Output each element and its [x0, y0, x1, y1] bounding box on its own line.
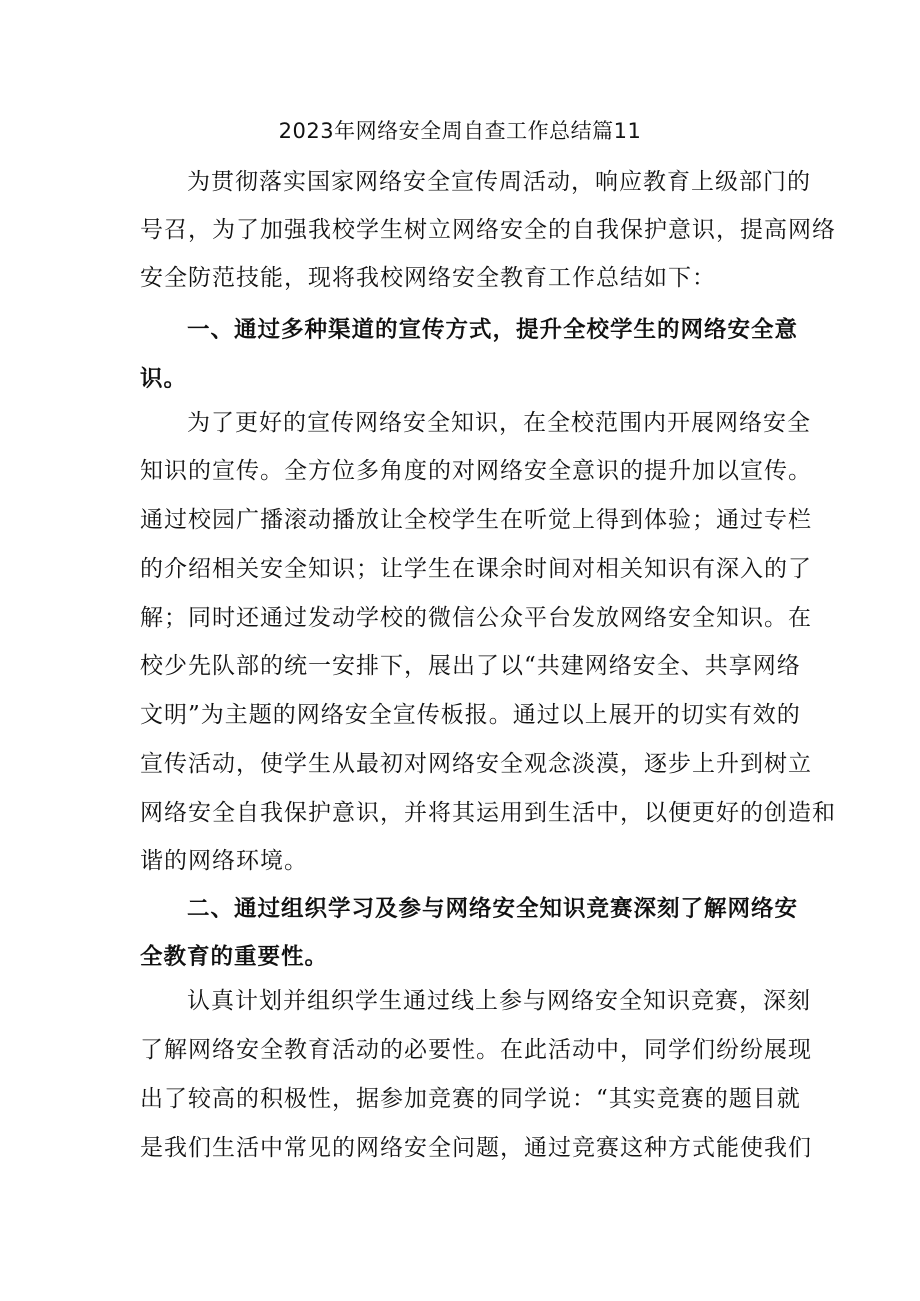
- paragraph-line: 网络安全自我保护意识，并将其运用到生活中，以便更好的创造和: [140, 800, 836, 826]
- paragraph-line: 为了更好的宣传网络安全知识，在全校范围内开展网络安全: [187, 410, 811, 436]
- paragraph-line: 认真计划并组织学生通过线上参与网络安全知识竞赛，深刻: [187, 988, 811, 1014]
- paragraph-line: 知识的宣传。全方位多角度的对网络安全意识的提升加以宣传。: [140, 458, 812, 484]
- paragraph-line: 校少先队部的统一安排下，展出了以“共建网络安全、共享网络: [140, 653, 801, 679]
- paragraph-line: 安全防范技能，现将我校网络安全教育工作总结如下：: [140, 265, 716, 291]
- paragraph-line: 了解网络安全教育活动的必要性。在此活动中，同学们纷纷展现: [140, 1037, 812, 1063]
- paragraph-line: 通过校园广播滚动播放让全校学生在听觉上得到体验；通过专栏: [140, 507, 812, 533]
- paragraph-line: 的介绍相关安全知识；让学生在课余时间对相关知识有深入的了: [140, 556, 812, 582]
- paragraph-line: 谐的网络环境。: [140, 848, 308, 874]
- paragraph-line: 出了较高的积极性，据参加竞赛的同学说：“其实竞赛的题目就: [140, 1086, 801, 1112]
- paragraph-line: 号召，为了加强我校学生树立网络安全的自我保护意识，提高网络: [140, 217, 836, 243]
- paragraph-line: 是我们生活中常见的网络安全问题，通过竞赛这种方式能使我们: [140, 1135, 812, 1161]
- paragraph-line: 文明”为主题的网络安全宣传板报。通过以上展开的切实有效的: [140, 702, 801, 728]
- section-heading-line: 识。: [140, 366, 188, 392]
- section-heading-line: 全教育的重要性。: [140, 944, 329, 970]
- document-title: 2023年网络安全周自查工作总结篇11: [278, 119, 642, 143]
- paragraph-line: 解；同时还通过发动学校的微信公众平台发放网络安全知识。在: [140, 605, 812, 631]
- section-heading-line: 一、通过多种渠道的宣传方式，提升全校学生的网络安全意: [187, 317, 799, 343]
- section-heading-line: 二、通过组织学习及参与网络安全知识竞赛深刻了解网络安: [187, 896, 799, 922]
- paragraph-line: 为贯彻落实国家网络安全宣传周活动，响应教育上级部门的: [187, 169, 811, 195]
- paragraph-line: 宣传活动，使学生从最初对网络安全观念淡漠，逐步上升到树立: [140, 751, 812, 777]
